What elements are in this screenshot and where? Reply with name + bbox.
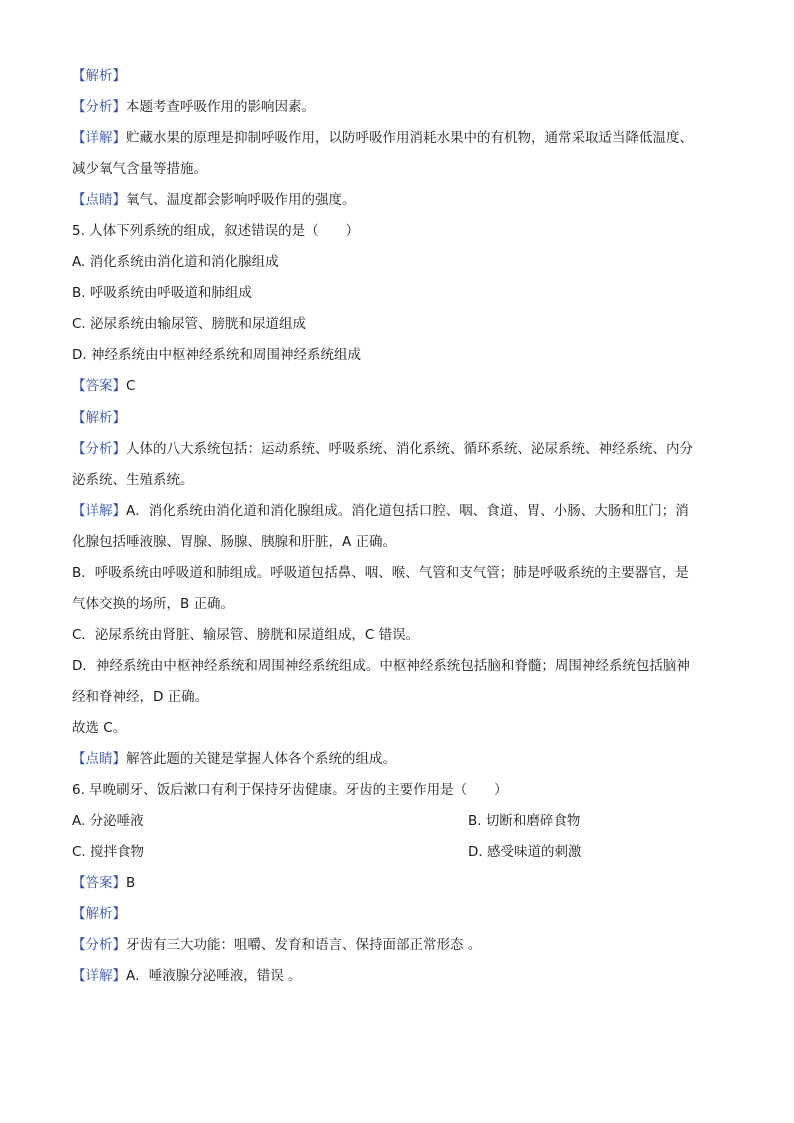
text-line	[72, 780, 722, 800]
line-text: B	[126, 875, 136, 891]
text-line	[72, 470, 722, 490]
line-text: 人体的八大系统包括：运动系统、呼吸系统、消化系统、循环系统、泌尿系统、神经系统、内分	[126, 441, 693, 457]
text-line	[72, 159, 722, 179]
line-text: C．泌尿系统由肾脏、输尿管、膀胱和尿道组成，C 错误。	[72, 627, 420, 643]
option-left: C. 搅拌食物	[72, 844, 145, 860]
line-text: B．呼吸系统由呼吸道和肺组成。呼吸道包括鼻、咽、喉、气管和支气管；肺是呼吸系统的主要器官，是	[72, 565, 689, 581]
line-text: 化腺包括唾液腺、胃腺、肠腺、胰腺和肝脏，A 正确。	[72, 534, 397, 550]
option-right: D. 感受味道的刺激	[468, 844, 582, 860]
text-line	[72, 966, 722, 986]
text-line	[72, 625, 722, 645]
line-text: D．神经系统由中枢神经系统和周围神经系统组成。中枢神经系统包括脑和脊髓；周围神经系统包括脑神	[72, 658, 690, 674]
section-tag: 【分析】	[72, 441, 126, 457]
line-text: 泌系统、生殖系统。	[72, 472, 194, 488]
option-left: A. 分泌唾液	[72, 813, 144, 829]
text-line	[72, 97, 722, 117]
text-line	[72, 749, 722, 769]
text-line	[72, 128, 722, 148]
text-line	[72, 345, 722, 365]
line-text: C. 泌尿系统由输尿管、膀胱和尿道组成	[72, 316, 307, 332]
line-text: D. 神经系统由中枢神经系统和周围神经系统组成	[72, 347, 361, 363]
line-text: 氧气、温度都会影响呼吸作用的强度。	[126, 192, 356, 208]
line-text: 牙齿有三大功能：咀嚼、发育和语言、保持面部正常形态 。	[126, 937, 482, 953]
section-tag: 【解析】	[72, 68, 126, 84]
section-tag: 【分析】	[72, 937, 126, 953]
options-row	[72, 842, 722, 862]
text-line	[72, 563, 722, 583]
section-tag: 【点睛】	[72, 192, 126, 208]
section-tag: 【答案】	[72, 875, 126, 891]
options-row	[72, 811, 722, 831]
section-tag: 【解析】	[72, 410, 126, 426]
text-line	[72, 718, 722, 738]
text-line	[72, 687, 722, 707]
line-text: A．消化系统由消化道和消化腺组成。消化道包括口腔、咽、食道、胃、小肠、大肠和肛门；消	[126, 503, 689, 519]
text-line	[72, 221, 722, 241]
line-text: C	[126, 378, 136, 394]
text-line	[72, 532, 722, 552]
line-text: 解答此题的关键是掌握人体各个系统的组成。	[126, 751, 396, 767]
line-text: 经和脊神经，D 正确。	[72, 689, 209, 705]
text-line	[72, 594, 722, 614]
section-tag: 【分析】	[72, 99, 126, 115]
line-text: 故选 C。	[72, 720, 127, 736]
section-tag: 【点睛】	[72, 751, 126, 767]
line-text: A．唾液腺分泌唾液，错误 。	[126, 968, 302, 984]
text-line	[72, 314, 722, 334]
text-line	[72, 283, 722, 303]
line-text: 本题考查呼吸作用的影响因素。	[126, 99, 315, 115]
line-text: 5. 人体下列系统的组成，叙述错误的是（ ）	[72, 223, 360, 239]
text-line	[72, 408, 722, 428]
text-line	[72, 873, 722, 893]
line-text: A. 消化系统由消化道和消化腺组成	[72, 254, 279, 270]
section-tag: 【答案】	[72, 378, 126, 394]
line-text: 气体交换的场所，B 正确。	[72, 596, 235, 612]
text-line	[72, 66, 722, 86]
text-line	[72, 252, 722, 272]
option-right: B. 切断和磨碎食物	[468, 813, 581, 829]
text-line	[72, 501, 722, 521]
line-text: 6. 早晚刷牙、饭后漱口有利于保持牙齿健康。牙齿的主要作用是（ ）	[72, 782, 508, 798]
text-line	[72, 904, 722, 924]
section-tag: 【详解】	[72, 503, 126, 519]
text-line	[72, 439, 722, 459]
line-text: 贮藏水果的原理是抑制呼吸作用，以防呼吸作用消耗水果中的有机物，通常采取适当降低温度、	[126, 130, 693, 146]
section-tag: 【详解】	[72, 968, 126, 984]
line-text: B. 呼吸系统由呼吸道和肺组成	[72, 285, 252, 301]
line-text: 减少氧气含量等措施。	[72, 161, 207, 177]
text-line	[72, 656, 722, 676]
text-line	[72, 935, 722, 955]
text-line	[72, 376, 722, 396]
section-tag: 【解析】	[72, 906, 126, 922]
section-tag: 【详解】	[72, 130, 126, 146]
text-line	[72, 190, 722, 210]
